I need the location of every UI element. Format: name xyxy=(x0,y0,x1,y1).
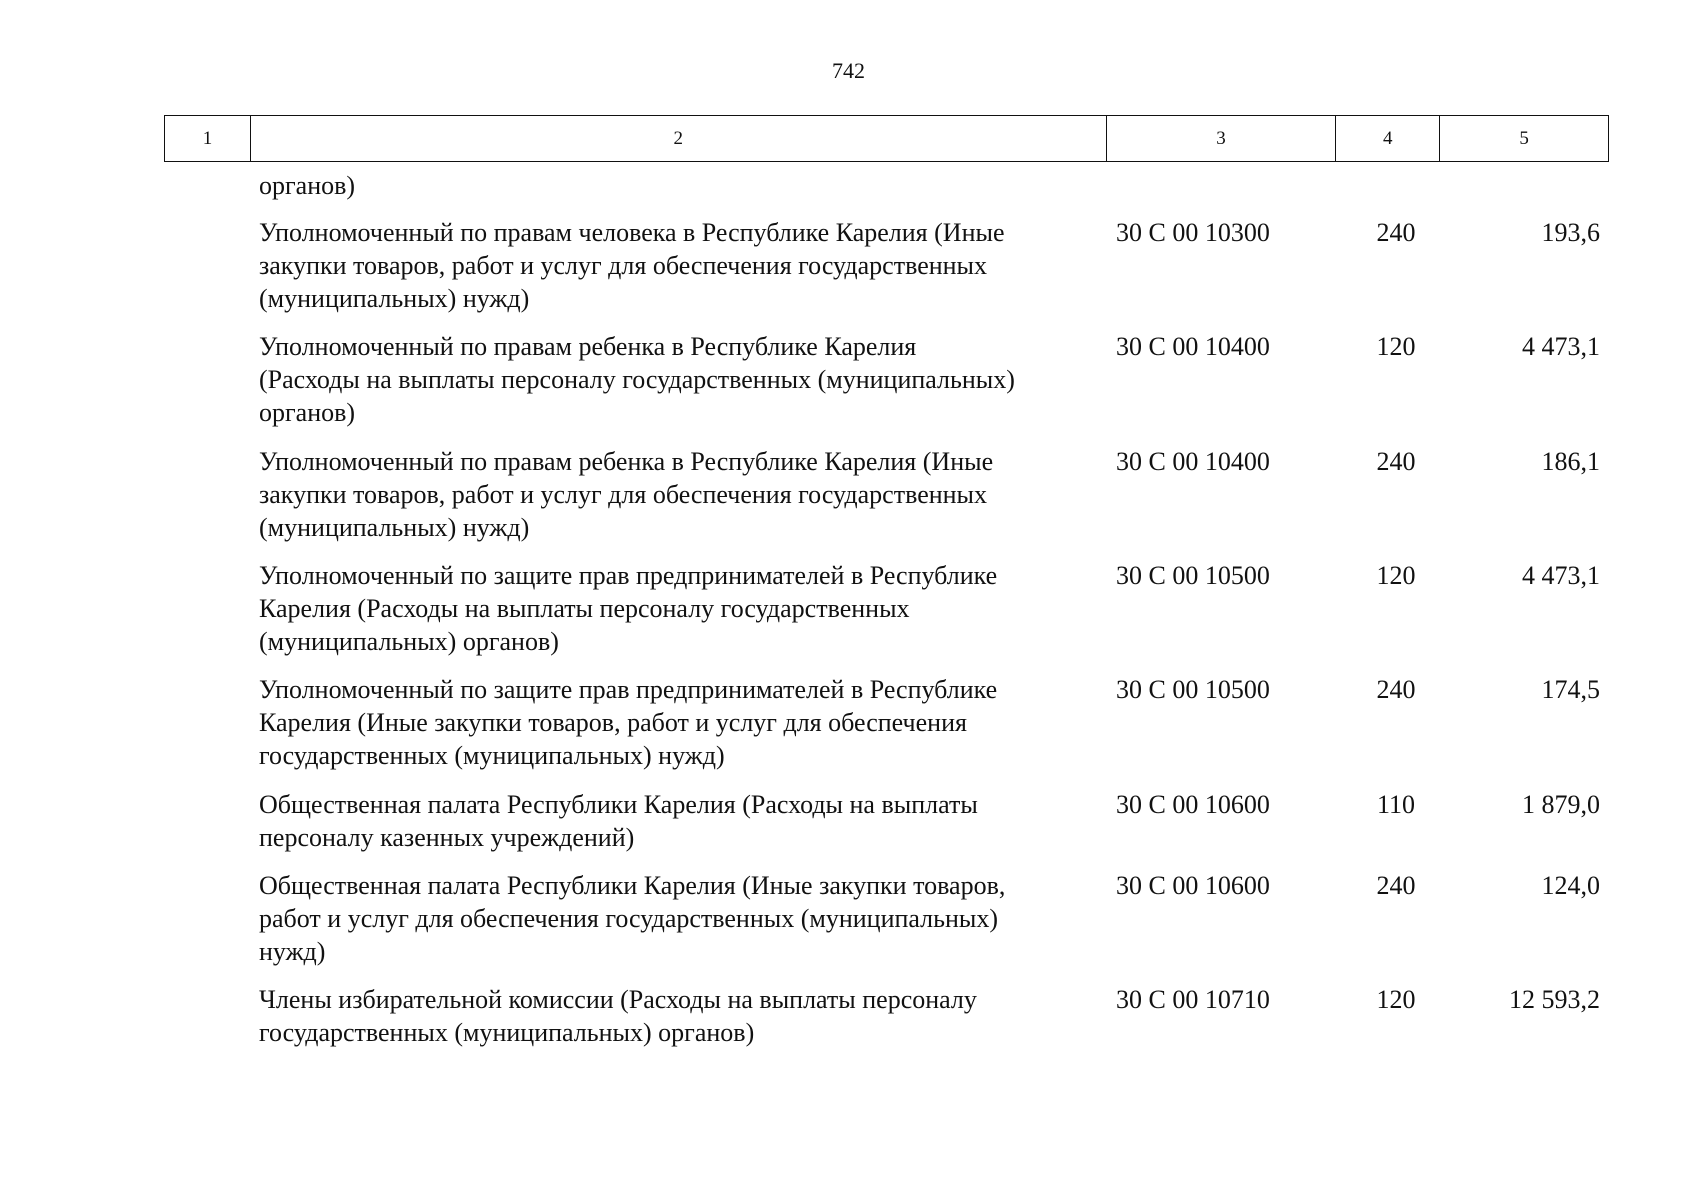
description-line: Уполномоченный по защите прав предпринимателей в Республике xyxy=(259,561,998,590)
description-line: государственных (муниципальных) нужд) xyxy=(259,741,725,770)
row-description xyxy=(259,216,1119,315)
header-col-2: 2 xyxy=(251,116,1107,161)
table-header xyxy=(164,115,1609,162)
row-amount: 4 473,1 xyxy=(1522,561,1600,590)
row-code: 30 С 00 10400 xyxy=(1116,447,1270,476)
row-code: 30 С 00 10600 xyxy=(1116,790,1270,819)
description-line: закупки товаров, работ и услуг для обеспечения государственных xyxy=(259,251,988,280)
row-code: 30 С 00 10600 xyxy=(1116,871,1270,900)
description-line: органов) xyxy=(259,398,356,427)
row-amount: 4 473,1 xyxy=(1522,332,1600,361)
description-line: Карелия (Иные закупки товаров, работ и услуг для обеспечения xyxy=(259,708,967,737)
description-line: Уполномоченный по защите прав предпринимателей в Республике xyxy=(259,675,998,704)
row-code: 30 С 00 10500 xyxy=(1116,561,1270,590)
row-code: 30 С 00 10710 xyxy=(1116,985,1270,1014)
row-description xyxy=(259,983,1119,1049)
header-col-3: 3 xyxy=(1107,116,1337,161)
row-amount: 124,0 xyxy=(1541,871,1600,900)
row-description xyxy=(259,445,1119,544)
description-line: закупки товаров, работ и услуг для обеспечения государственных xyxy=(259,480,988,509)
row-expense-type: 120 xyxy=(1376,561,1416,590)
header-col-5: 5 xyxy=(1519,127,1529,149)
row-description xyxy=(259,330,1119,429)
description-line: (муниципальных) нужд) xyxy=(259,284,530,313)
row-expense-type: 240 xyxy=(1376,675,1416,704)
row-code: 30 С 00 10300 xyxy=(1116,218,1270,247)
header-col-1: 1 xyxy=(165,116,251,161)
row-amount: 12 593,2 xyxy=(1509,985,1600,1014)
row-amount: 1 879,0 xyxy=(1522,790,1600,819)
row-code: 30 С 00 10400 xyxy=(1116,332,1270,361)
row-description xyxy=(259,559,1119,658)
description-line: нужд) xyxy=(259,937,326,966)
description-line: (Расходы на выплаты персоналу государственных (муниципальных) xyxy=(259,365,1015,394)
description-line: Уполномоченный по правам ребенка в Республике Карелия (Иные xyxy=(259,447,994,476)
row-expense-type: 120 xyxy=(1376,985,1416,1014)
page-number: 742 xyxy=(832,58,865,83)
description-line: персоналу казенных учреждений) xyxy=(259,823,635,852)
row-expense-type: 110 xyxy=(1376,790,1416,819)
description-line: Общественная палата Республики Карелия (Расходы на выплаты xyxy=(259,790,978,819)
row-expense-type: 240 xyxy=(1376,871,1416,900)
description-line: Члены избирательной комиссии (Расходы на выплаты персоналу xyxy=(259,985,977,1014)
description-line: Общественная палата Республики Карелия (Иные закупки товаров, xyxy=(259,871,1006,900)
row-description xyxy=(259,788,1119,854)
row-expense-type: 120 xyxy=(1376,332,1416,361)
description-line: Уполномоченный по правам ребенка в Республике Карелия xyxy=(259,332,917,361)
row-description xyxy=(259,869,1119,968)
row-amount: 174,5 xyxy=(1541,675,1600,704)
row-expense-type: 240 xyxy=(1376,218,1416,247)
description-line: государственных (муниципальных) органов) xyxy=(259,1018,755,1047)
row-amount: 193,6 xyxy=(1541,218,1600,247)
continuation-text: органов) xyxy=(259,171,356,200)
row-description xyxy=(259,673,1119,772)
description-line: работ и услуг для обеспечения государственных (муниципальных) xyxy=(259,904,999,933)
description-line: (муниципальных) нужд) xyxy=(259,513,530,542)
row-amount: 186,1 xyxy=(1541,447,1600,476)
description-line: (муниципальных) органов) xyxy=(259,627,559,656)
header-col-4: 4 xyxy=(1336,116,1440,161)
description-line: Уполномоченный по правам человека в Республике Карелия (Иные xyxy=(259,218,1005,247)
description-line: Карелия (Расходы на выплаты персоналу государственных xyxy=(259,594,910,623)
row-code: 30 С 00 10500 xyxy=(1116,675,1270,704)
row-expense-type: 240 xyxy=(1376,447,1416,476)
